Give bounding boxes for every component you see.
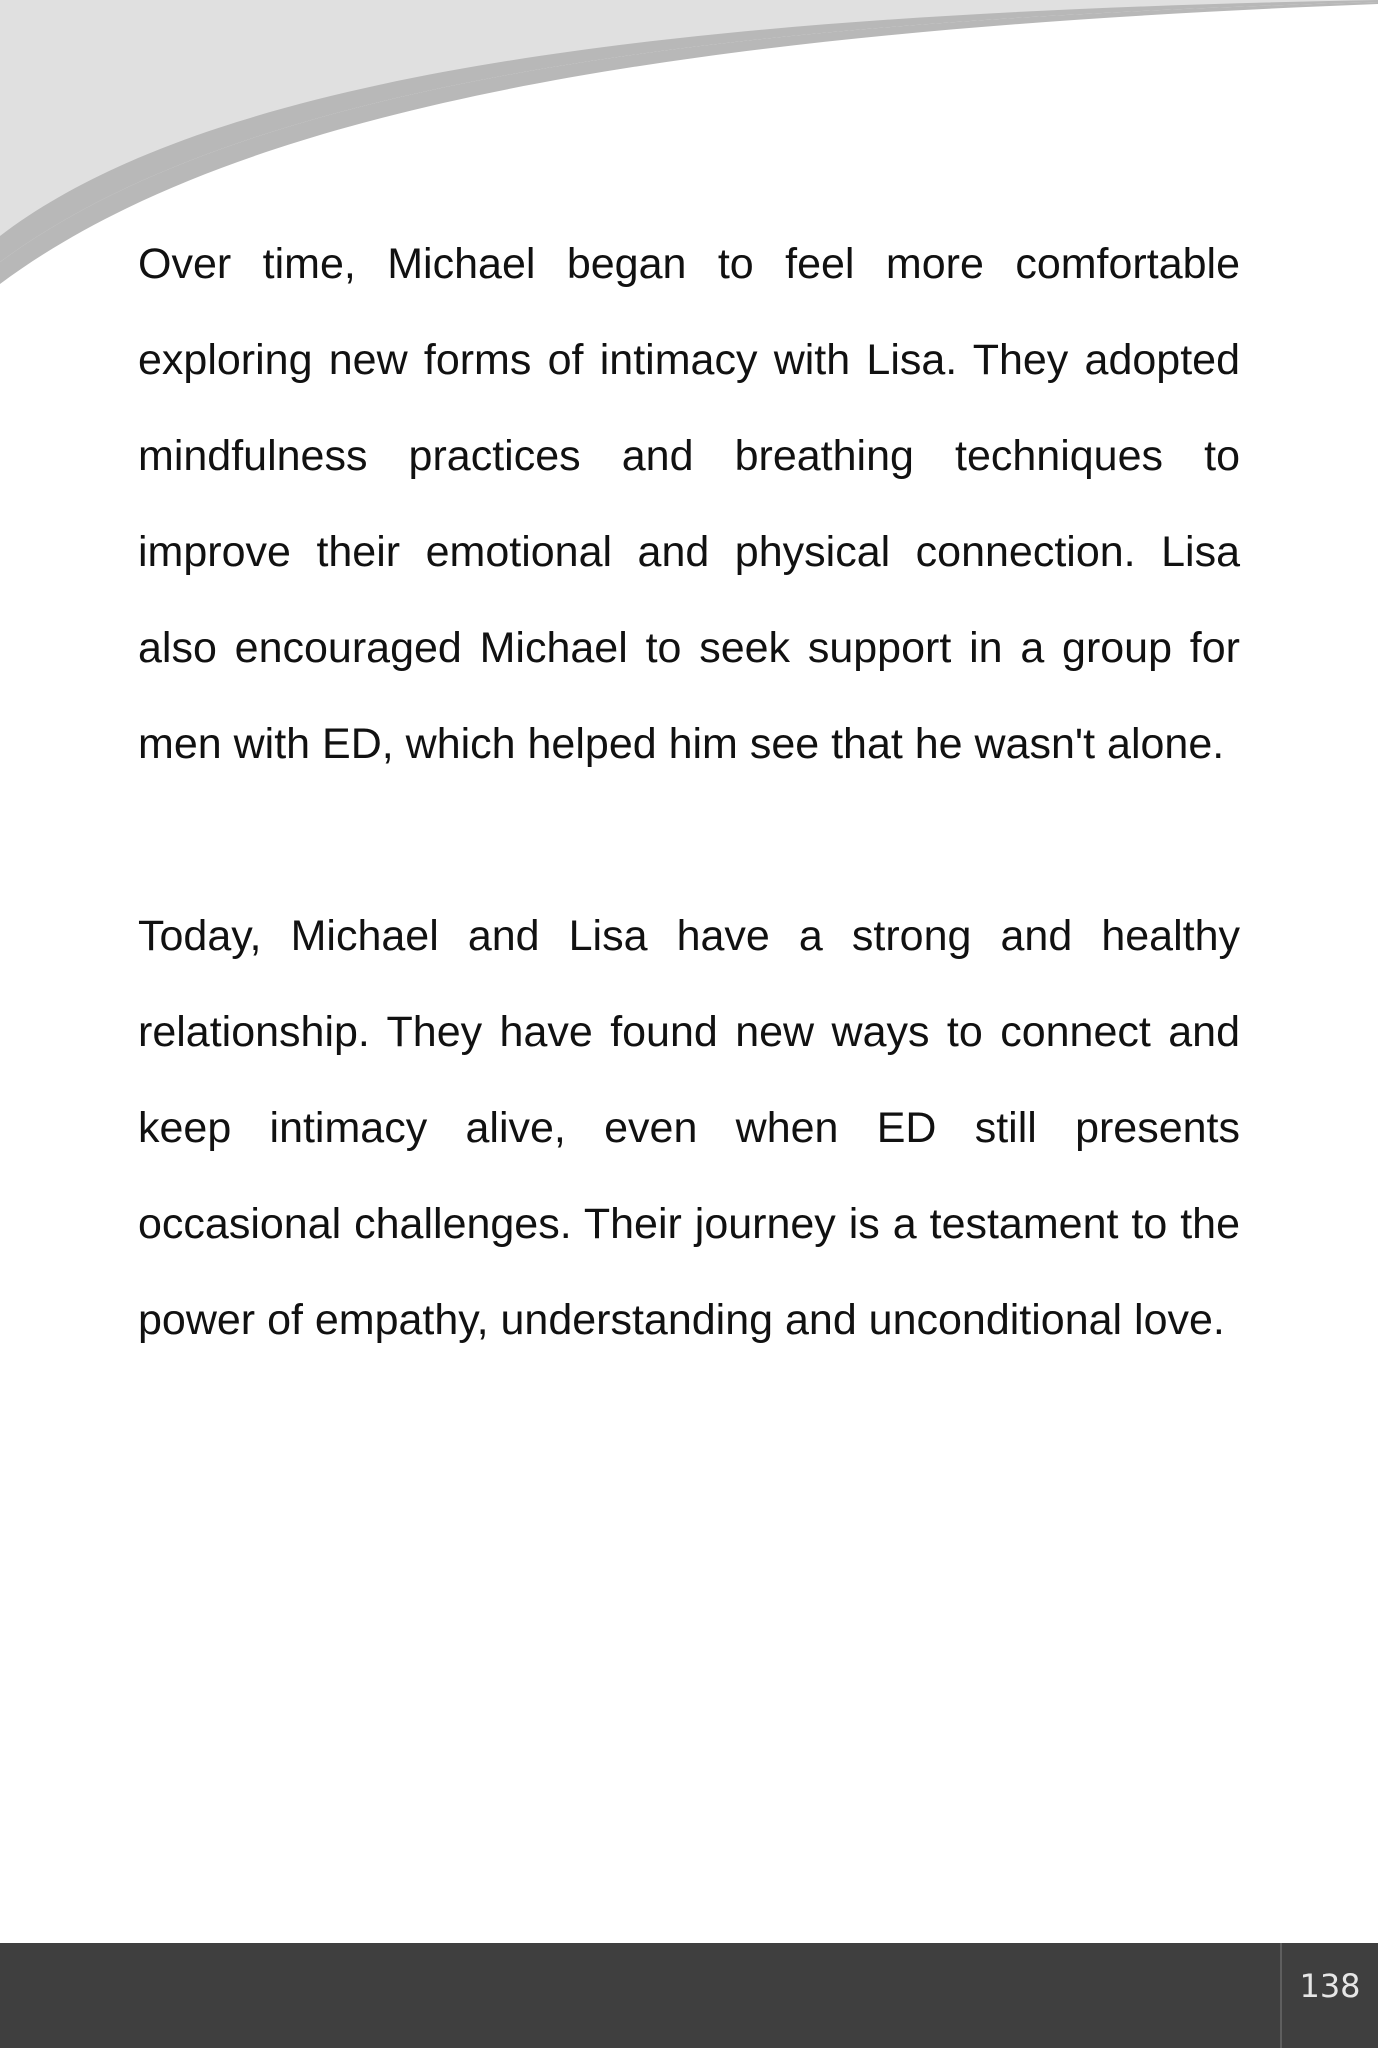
paragraph-1: Over time, Michael began to feel more comfortable exploring new forms of intimacy with Lisa. They adopted mindfulness practices and breathing techniques to improve their emotional and physical connection. Lisa also encouraged Michael to seek support in a group for men with ED, which helped him see that he wasn't alone.	[138, 240, 1240, 768]
footer-bar	[0, 1943, 1378, 2048]
body-text	[138, 216, 1240, 1368]
page-number-box	[1280, 1943, 1378, 2048]
paragraph-2: Today, Michael and Lisa have a strong and healthy relationship. They have found new ways to connect and keep intimacy alive, even when ED still presents occasional challenges. Their journey is a testament to the power of empathy, understanding and unconditional love.	[138, 912, 1240, 1344]
page-number: 138	[1299, 1966, 1361, 2005]
